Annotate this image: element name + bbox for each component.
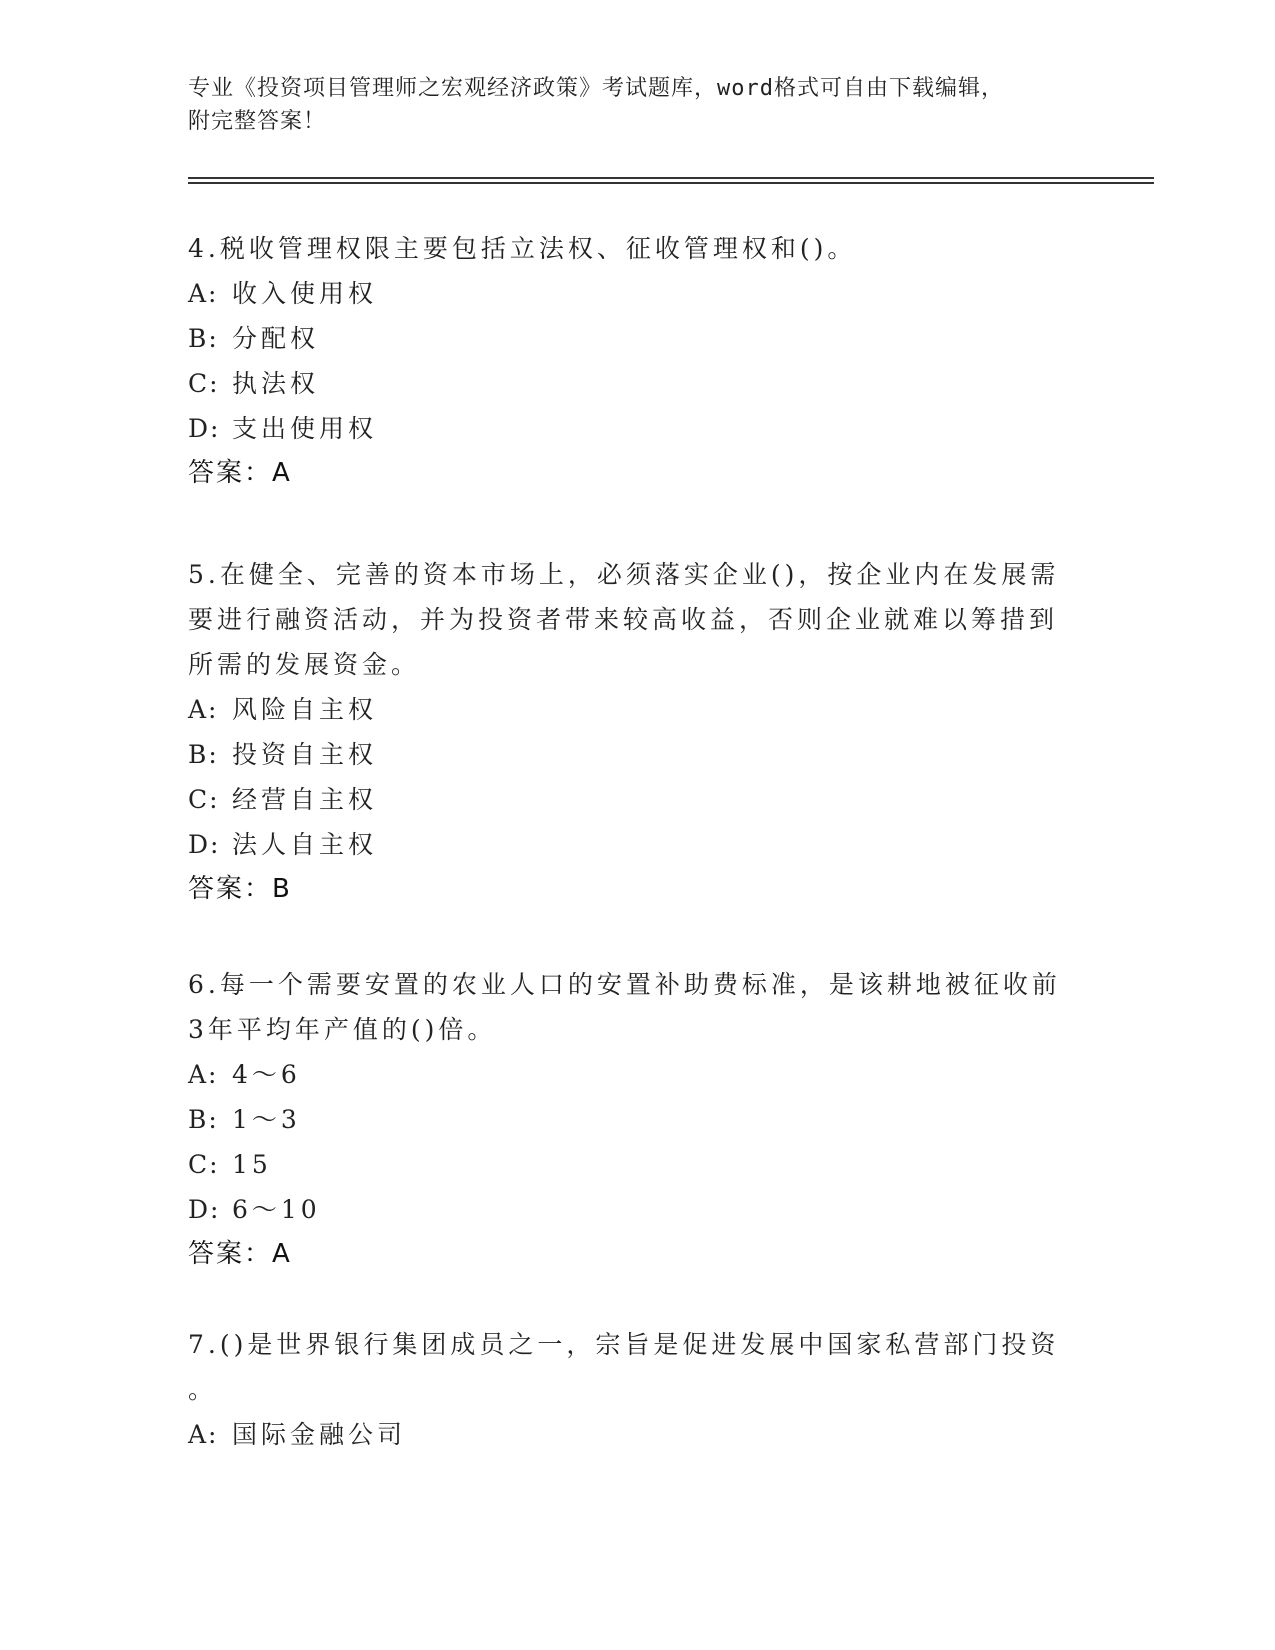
document-header bbox=[188, 72, 1068, 138]
header-line-2: 附完整答案！ bbox=[188, 109, 327, 134]
option-letter: D: bbox=[188, 830, 221, 859]
option-text: 国际金融公司 bbox=[232, 1420, 407, 1449]
option-c bbox=[188, 1142, 1068, 1187]
question-stem-line-2: 3年平均年产值的()倍。 bbox=[188, 1015, 497, 1044]
option-a bbox=[188, 687, 1068, 732]
question-stem-line-1: 6.每一个需要安置的农业人口的安置补助费标准，是该耕地被征收前 bbox=[188, 970, 1061, 999]
question-4 bbox=[188, 226, 1068, 496]
option-text: 法人自主权 bbox=[232, 830, 378, 859]
option-letter: B: bbox=[188, 740, 219, 769]
option-text: 6～10 bbox=[232, 1195, 321, 1224]
question-stem-line-2: 。 bbox=[188, 1375, 218, 1404]
option-text: 1～3 bbox=[232, 1105, 301, 1134]
option-letter: A: bbox=[188, 1420, 219, 1449]
option-letter: A: bbox=[188, 1060, 219, 1089]
option-c bbox=[188, 777, 1068, 822]
option-d bbox=[188, 406, 1068, 451]
option-a bbox=[188, 1052, 1068, 1097]
question-stem-line-2: 要进行融资活动，并为投资者带来较高收益，否则企业就难以筹措到 bbox=[188, 605, 1059, 634]
option-text: 分配权 bbox=[232, 324, 320, 353]
option-b bbox=[188, 732, 1068, 777]
option-letter: C: bbox=[188, 369, 220, 398]
option-text: 执法权 bbox=[232, 369, 320, 398]
header-line-1: 专业《投资项目管理师之宏观经济政策》考试题库，word格式可自由下载编辑， bbox=[188, 76, 1004, 101]
option-letter: A: bbox=[188, 695, 219, 724]
option-b bbox=[188, 316, 1068, 361]
answer-line: 答案：A bbox=[188, 458, 292, 488]
option-b bbox=[188, 1097, 1068, 1142]
option-letter: D: bbox=[188, 414, 221, 443]
option-d bbox=[188, 1187, 1068, 1232]
option-letter: C: bbox=[188, 1150, 220, 1179]
header-divider-bottom bbox=[188, 182, 1154, 184]
option-letter: A: bbox=[188, 279, 219, 308]
option-text: 15 bbox=[232, 1150, 272, 1179]
option-letter: B: bbox=[188, 1105, 219, 1134]
answer-line: 答案：A bbox=[188, 1239, 292, 1269]
question-6 bbox=[188, 962, 1068, 1277]
option-text: 支出使用权 bbox=[232, 414, 378, 443]
option-text: 经营自主权 bbox=[232, 785, 378, 814]
option-text: 风险自主权 bbox=[232, 695, 378, 724]
option-c bbox=[188, 361, 1068, 406]
question-stem-line-1: 5.在健全、完善的资本市场上，必须落实企业()，按企业内在发展需 bbox=[188, 560, 1060, 589]
question-5 bbox=[188, 552, 1068, 912]
option-letter: C: bbox=[188, 785, 220, 814]
option-letter: D: bbox=[188, 1195, 221, 1224]
option-d bbox=[188, 822, 1068, 867]
option-a bbox=[188, 271, 1068, 316]
option-text: 投资自主权 bbox=[232, 740, 378, 769]
question-7 bbox=[188, 1322, 1068, 1457]
option-a bbox=[188, 1412, 1068, 1457]
option-letter: B: bbox=[188, 324, 219, 353]
option-text: 收入使用权 bbox=[232, 279, 378, 308]
header-divider-top bbox=[188, 177, 1154, 179]
question-stem-line-3: 所需的发展资金。 bbox=[188, 650, 421, 679]
question-stem: 4.税收管理权限主要包括立法权、征收管理权和()。 bbox=[188, 234, 857, 263]
question-stem-line-1: 7.()是世界银行集团成员之一，宗旨是促进发展中国家私营部门投资 bbox=[188, 1330, 1060, 1359]
option-text: 4～6 bbox=[232, 1060, 301, 1089]
answer-line: 答案：B bbox=[188, 874, 292, 904]
